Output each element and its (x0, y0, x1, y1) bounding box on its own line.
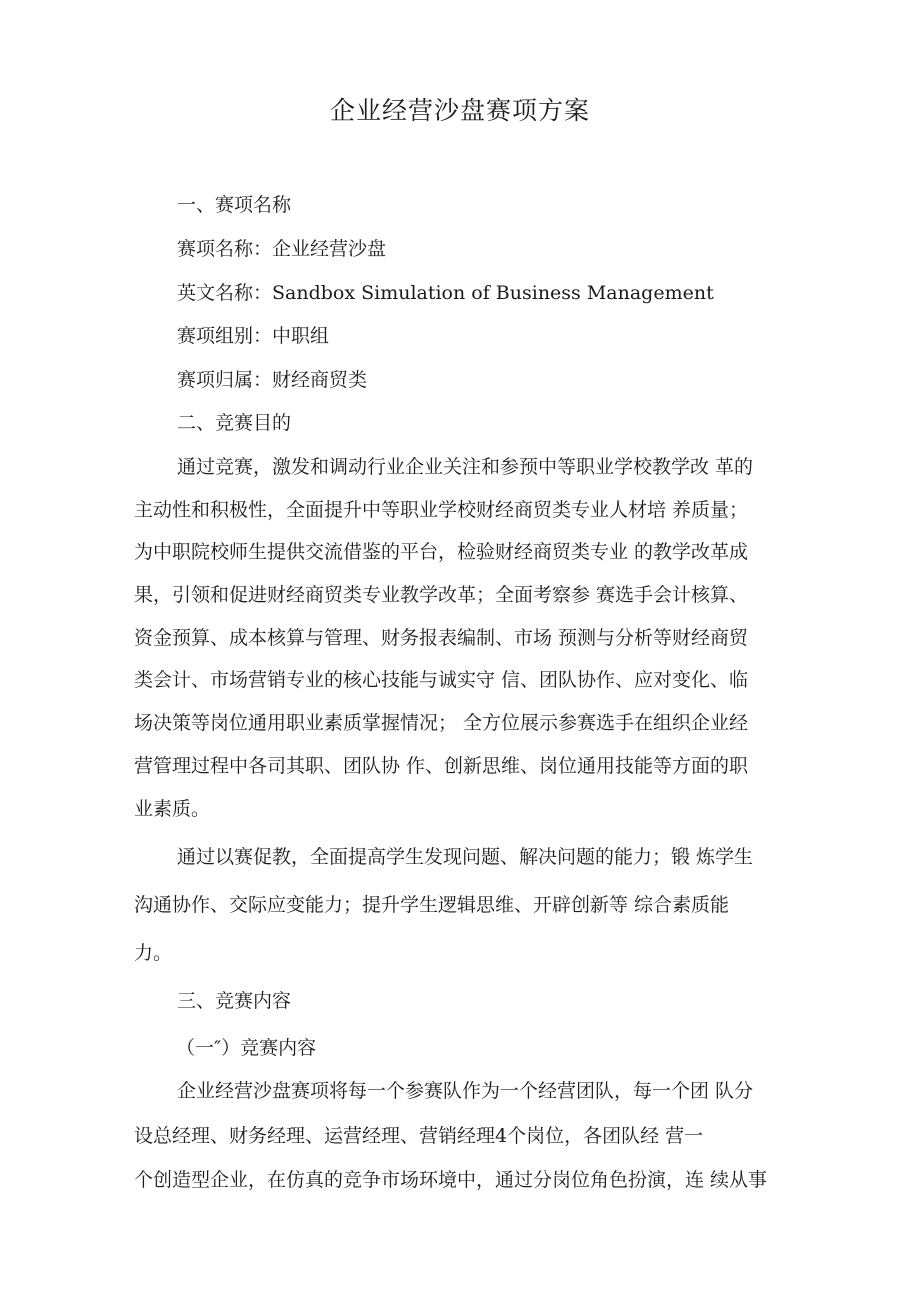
section-heading-purpose: 二、竞赛目的 (177, 412, 292, 434)
paragraph-line: 营管理过程中各司其职、团队协 作、创新思维、岗位通用技能等方面的职 (134, 755, 749, 777)
subsection-heading: （一″）竞赛内容 (176, 1037, 317, 1059)
paragraph-line: 企业经营沙盘赛项将每一个参赛队作为一个经营团队，每一个团 队分 (177, 1080, 754, 1102)
paragraph-line: 通过以赛促教，全面提高学生发现问题、解决问题的能力；锻 炼学生 (177, 846, 754, 868)
paragraph-line: 力。 (134, 942, 173, 964)
paragraph-line: 类会计、市场营销专业的核心技能与诚实守 信、团队协作、应对变化、临 (134, 669, 749, 691)
paragraph-line: 资金预算、成本核算与管理、财务报表编制、市场 预测与分析等财经商贸 (134, 627, 749, 649)
english-name-line: 英文名称：Sandbox Simulation of Business Management (177, 282, 714, 304)
event-category-line: 赛项归属：财经商贸类 (177, 369, 368, 391)
paragraph-line: 通过竞赛，激发和调动行业企业关注和参预中等职业学校教学改 革的 (177, 456, 754, 478)
paragraph-line: 个创造型企业，在仿真的竞争市场环境中，通过分岗位角色扮演，连 续从事 (134, 1169, 768, 1191)
paragraph-line: 为中职院校师生提供交流借鉴的平台，检验财经商贸类专业 的教学改革成 (134, 541, 749, 563)
paragraph-line: 设总经理、财务经理、运营经理、营销经理4个岗位，各团队经 营一 (134, 1125, 704, 1147)
paragraph-line: 沟通协作、交际应变能力；提升学生逻辑思维、开辟创新等 综合素质能 (134, 894, 730, 916)
event-name-line: 赛项名称：企业经营沙盘 (177, 238, 387, 260)
section-heading-content: 三、竞赛内容 (177, 990, 292, 1012)
paragraph-line: 业素质。 (134, 798, 211, 820)
paragraph-line: 主动性和积极性，全面提升中等职业学校财经商贸类专业人材培 养质量； (134, 499, 749, 521)
section-heading-event-name: 一、赛项名称 (177, 194, 292, 216)
paragraph-line: 果，引领和促进财经商贸类专业教学改革；全面考察参 赛选手会计核算、 (134, 584, 749, 606)
event-group-line: 赛项组别：中职组 (177, 325, 330, 347)
paragraph-line: 场决策等岗位通用职业素质掌握情况； 全方位展示参赛选手在组织企业经 (134, 712, 749, 734)
document-title: 企业经营沙盘赛项方案 (329, 96, 590, 125)
